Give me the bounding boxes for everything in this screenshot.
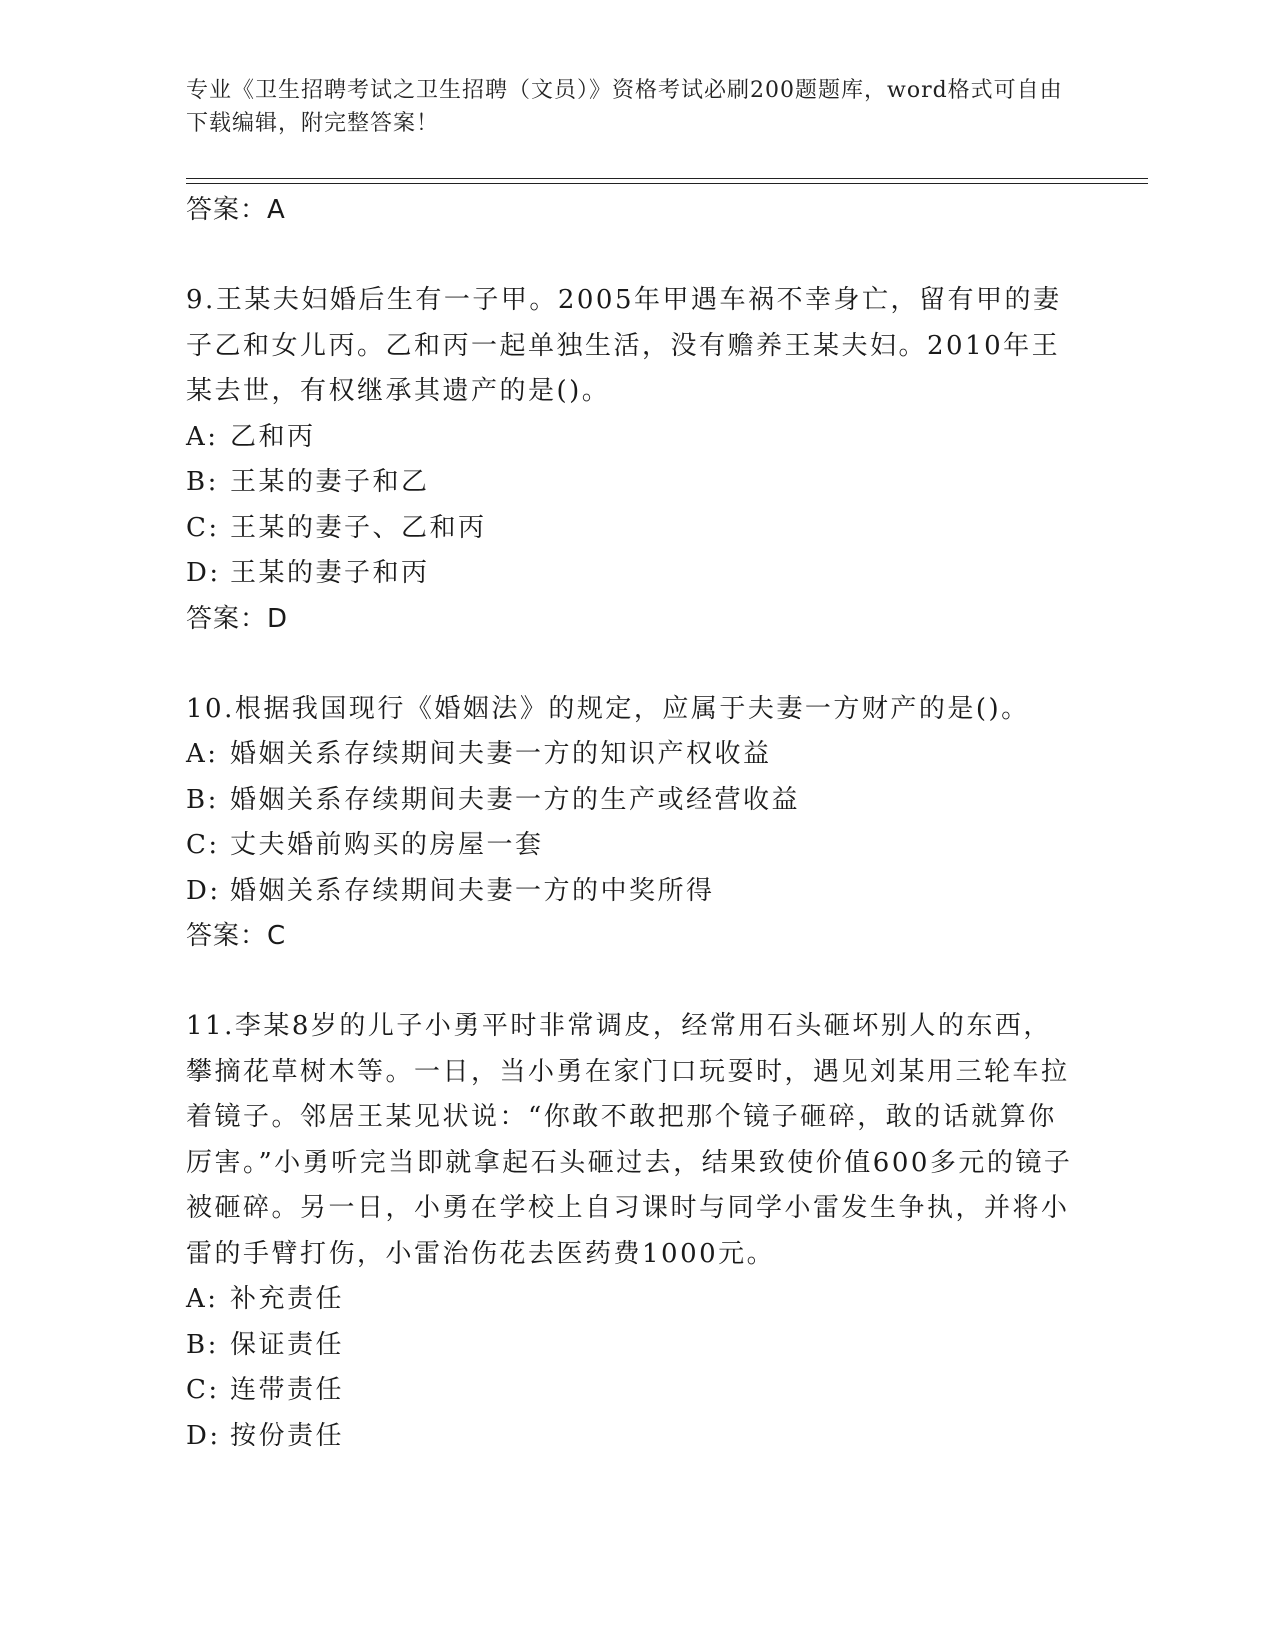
question-text (186, 687, 1076, 733)
option-list (186, 415, 1076, 597)
option-c (186, 823, 1076, 869)
option-text: 乙和丙 (230, 421, 316, 452)
answer-label: 答案：A (186, 195, 286, 225)
option-d (186, 1414, 1076, 1460)
option-list (186, 1277, 1076, 1459)
option-text: 婚姻关系存续期间夫妻一方的中奖所得 (230, 875, 715, 906)
option-b (186, 460, 1076, 506)
question-text (186, 278, 1076, 415)
option-letter: C: (186, 830, 220, 860)
option-letter: D: (186, 1420, 221, 1451)
question-9 (186, 278, 1076, 642)
option-c (186, 1368, 1076, 1414)
question-text (186, 1004, 1076, 1277)
option-letter: A: (186, 421, 219, 452)
question-body: 王某夫妇婚后生有一子甲。2005年甲遇车祸不幸身亡，留有甲的妻子乙和女儿丙。乙和丙一起单独生活，没有赡养王某夫妇。2010年王某去世，有权继承其遗产的是()。 (186, 285, 1062, 406)
option-letter: D: (186, 875, 221, 906)
option-letter: A: (186, 1284, 219, 1314)
question-number: 10. (186, 693, 235, 724)
question-number: 9. (186, 285, 216, 315)
answer-label: 答案：D (186, 603, 289, 634)
option-text: 连带责任 (230, 1375, 345, 1405)
question-body: 李某8岁的儿子小勇平时非常调皮，经常用石头砸坏别人的东西，攀摘花草树木等。一日，当小勇在家门口玩耍时，遇见刘某用三轮车拉着镜子。邻居王某见状说：“你敢不敢把那个镜子砸碎，敢的话就算你厉害。”小勇听完当即就拿起石头砸过去，结果致使价值600多元的镜子被砸碎。另一日，小勇在学校上自习课时与同学小雷发生争执，并将小雷的手臂打伤，小雷治伤花去医药费1000元。 (186, 1011, 1073, 1269)
option-text: 王某的妻子和乙 (230, 467, 430, 497)
header-divider-top (186, 178, 1148, 179)
option-c (186, 506, 1076, 552)
header-divider-bottom (186, 183, 1148, 184)
option-letter: B: (186, 467, 219, 497)
option-d (186, 551, 1076, 597)
option-d (186, 869, 1076, 915)
option-b (186, 1323, 1076, 1369)
option-letter: B: (186, 784, 219, 815)
option-letter: D: (186, 558, 221, 588)
answer-label: 答案：C (186, 921, 287, 951)
option-a (186, 415, 1076, 461)
page-header (186, 74, 1066, 140)
option-list (186, 732, 1076, 914)
option-text: 王某的妻子、乙和丙 (230, 512, 487, 543)
option-text: 婚姻关系存续期间夫妻一方的生产或经营收益 (230, 784, 801, 815)
question-10 (186, 687, 1076, 960)
question-body: 根据我国现行《婚姻法》的规定，应属于夫妻一方财产的是()。 (234, 693, 1030, 724)
option-text: 婚姻关系存续期间夫妻一方的知识产权收益 (230, 739, 772, 769)
option-text: 保证责任 (230, 1329, 345, 1360)
document-body (186, 188, 1076, 1459)
option-a (186, 1277, 1076, 1323)
header-text: 专业《卫生招聘考试之卫生招聘（文员）》资格考试必刷200题题库，word格式可自由下载编辑，附完整答案！ (186, 78, 1063, 136)
option-letter: B: (186, 1329, 219, 1360)
option-letter: C: (186, 1375, 220, 1405)
option-text: 按份责任 (230, 1420, 345, 1451)
option-text: 补充责任 (230, 1284, 345, 1314)
option-text: 丈夫婚前购买的房屋一套 (230, 830, 544, 860)
option-text: 王某的妻子和丙 (230, 558, 430, 588)
option-a (186, 732, 1076, 778)
question-11 (186, 1004, 1076, 1459)
option-b (186, 778, 1076, 824)
option-letter: A: (186, 739, 219, 769)
question-number: 11. (186, 1011, 235, 1041)
option-letter: C: (186, 512, 220, 543)
